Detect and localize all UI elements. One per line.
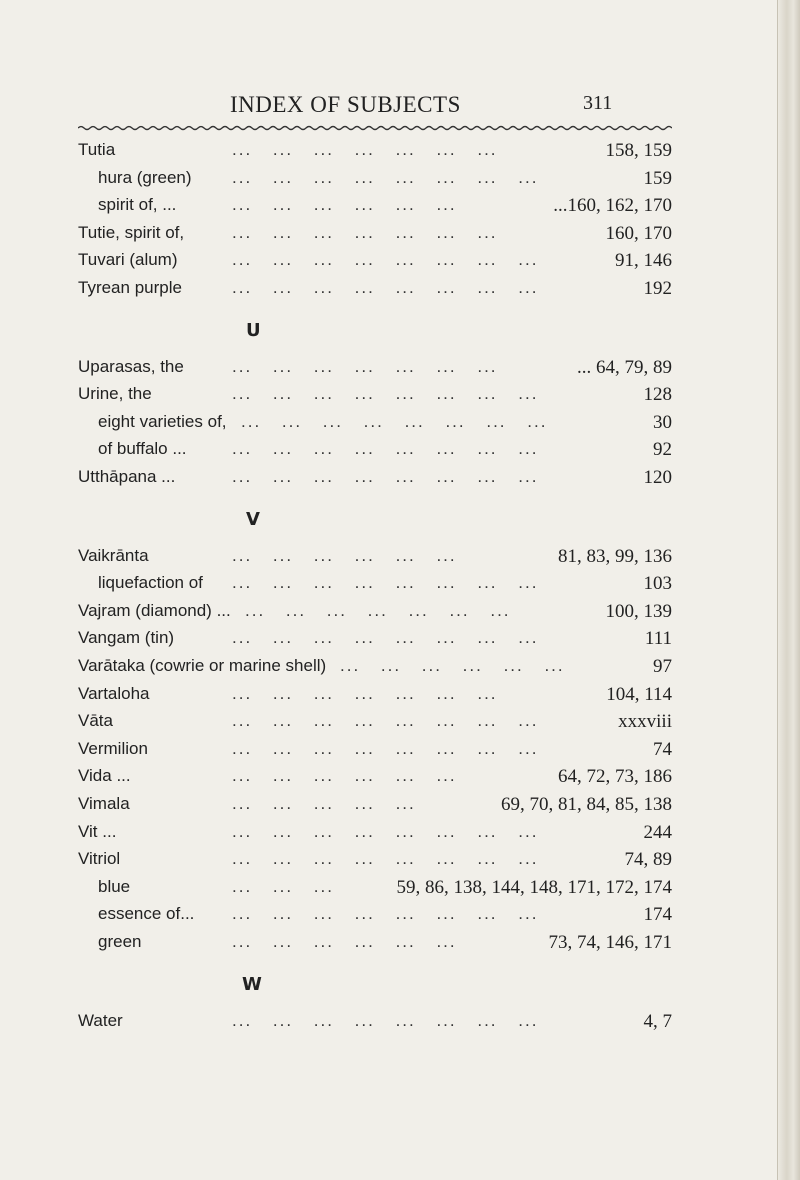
index-entry [0,766,800,794]
section-letter-v: V [246,508,260,530]
dot-leader: ... ... ... ... ... ... [232,932,457,951]
entry-term: Vaikrānta [78,545,149,565]
dot-leader: ... ... ... ... ... ... ... ... [232,384,539,404]
index-entry [0,739,800,767]
decorative-wavy-rule [78,124,672,132]
entry-term: Tutie, spirit of, [78,222,185,242]
dot-leader: ... ... ... ... ... ... ... ... [232,628,539,648]
entry-pages: 103 [643,573,672,595]
dot-leader: ... ... ... ... ... ... ... [245,600,511,620]
dot-leader: ... ... ... ... ... ... ... ... [232,711,539,731]
entry-pages: 97 [653,656,672,677]
entry-term: Vartaloha [78,683,150,703]
dot-leader: ... ... ... ... ... ... ... [232,683,498,703]
index-entry [0,140,800,168]
entry-term: Tutia [78,140,116,159]
index-entry [0,601,800,629]
entry-term: blue [98,876,131,896]
dot-leader: ... ... ... ... ... ... ... ... [232,573,539,593]
dot-leader: ... ... ... ... ... ... ... ... [232,250,539,270]
index-entry [0,656,800,684]
entry-term: Vermilion [78,738,148,758]
entry-pages: 244 [643,821,672,843]
dot-leader: ... ... ... ... ... ... ... ... [232,738,539,758]
entry-pages: 160, 170 [605,222,672,244]
index-entry [0,195,800,223]
entry-pages: 111 [644,628,672,650]
entry-term: Vimala [78,794,130,813]
entry-term: Uparasas, the [78,356,184,376]
index-entry [0,849,800,877]
index-entry [0,168,800,196]
dot-leader: ... ... ... ... ... ... ... [232,222,498,242]
entry-pages: 158, 159 [605,140,672,161]
index-entry [0,904,800,932]
entry-pages: ...160, 162, 170 [553,195,672,217]
dot-leader: ... ... ... ... ... ... ... ... [232,439,539,459]
dot-leader: ... ... ... ... ... ... [232,766,457,786]
entry-pages: xxxviii [618,711,672,733]
section-letter-u: U [246,319,261,341]
running-title: INDEX OF SUBJECTS [230,92,461,117]
dot-leader: ... ... ... ... ... ... ... [232,140,498,159]
entry-term: Vāta [78,711,113,731]
entry-pages: 174 [643,904,672,926]
entry-pages: ... 64, 79, 89 [577,356,672,378]
entry-term: Vida ... [78,766,131,786]
dot-leader: ... ... ... ... ... [232,794,416,813]
entry-term: Tuvari (alum) [78,250,178,270]
dot-leader: ... ... ... ... ... ... ... ... [232,849,539,869]
index-entry [0,684,800,712]
entry-term: spirit of, ... [98,195,177,215]
index-entry [0,546,800,574]
entry-term: Water [78,1010,123,1030]
index-entry [0,628,800,656]
entry-term: Urine, the [78,384,152,404]
entry-pages: 73, 74, 146, 171 [548,932,672,953]
index-entry [0,1011,800,1039]
dot-leader: ... ... ... ... ... ... [340,656,565,675]
entry-term: Utthāpana ... [78,467,176,486]
entry-term: green [98,932,142,951]
entry-term: hura (green) [98,167,192,187]
index-entry [0,877,800,905]
dot-leader: ... ... ... ... ... ... ... ... [232,1010,539,1030]
entry-pages: 4, 7 [643,1010,672,1032]
entry-term: Vit ... [78,821,117,841]
dot-leader: ... ... ... ... ... ... [232,545,457,565]
index-entry [0,412,800,440]
index-entry [0,439,800,467]
entry-pages: 192 [643,278,672,299]
section-letter-w: W [242,973,262,995]
dot-leader: ... ... ... ... ... ... ... ... [232,167,539,187]
dot-leader: ... ... ... ... ... ... ... ... [241,411,548,431]
entry-pages: 74 [653,738,672,760]
entry-term: Tyrean purple [78,278,182,297]
dot-leader: ... ... ... ... ... ... ... ... [232,278,539,297]
entry-term: Varātaka (cowrie or marine shell) [78,656,327,675]
index-entry [0,357,800,385]
index-entry [0,384,800,412]
dot-leader: ... ... ... [232,876,334,896]
entry-term: Vangam (tin) [78,628,175,648]
dot-leader: ... ... ... ... ... ... [232,195,457,215]
index-entry [0,794,800,822]
index-entry [0,250,800,278]
entry-pages: 91, 146 [615,250,672,272]
dot-leader: ... ... ... ... ... ... ... ... [232,904,539,924]
index-entry [0,711,800,739]
index-entry [0,932,800,960]
page-number: 311 [583,92,613,114]
entry-pages: 92 [653,439,672,461]
entry-pages: 74, 89 [624,849,672,871]
entry-pages: 81, 83, 99, 136 [558,545,672,567]
index-entry [0,223,800,251]
entry-term: liquefaction of [98,573,203,593]
index-entry [0,278,800,306]
entry-term: Vitriol [78,849,121,869]
entry-term: Vajram (diamond) ... [78,600,231,620]
entry-pages: 64, 72, 73, 186 [558,766,672,788]
index-entry [0,573,800,601]
index-entry [0,822,800,850]
dot-leader: ... ... ... ... ... ... ... ... [232,467,539,486]
entry-pages: 104, 114 [606,683,672,705]
entry-term: essence of... [98,904,195,924]
entry-term: eight varieties of, [98,411,227,431]
entry-pages: 120 [643,467,672,488]
entry-pages: 59, 86, 138, 144, 148, 171, 172, 174 [396,876,672,898]
entry-pages: 30 [653,411,672,433]
index-entry [0,467,800,495]
dot-leader: ... ... ... ... ... ... ... ... [232,821,539,841]
entry-term: of buffalo ... [98,439,187,459]
entry-pages: 159 [643,167,672,189]
entry-pages: 69, 70, 81, 84, 85, 138 [501,794,672,815]
entry-pages: 100, 139 [605,600,672,622]
entry-pages: 128 [643,384,672,406]
dot-leader: ... ... ... ... ... ... ... [232,356,498,376]
